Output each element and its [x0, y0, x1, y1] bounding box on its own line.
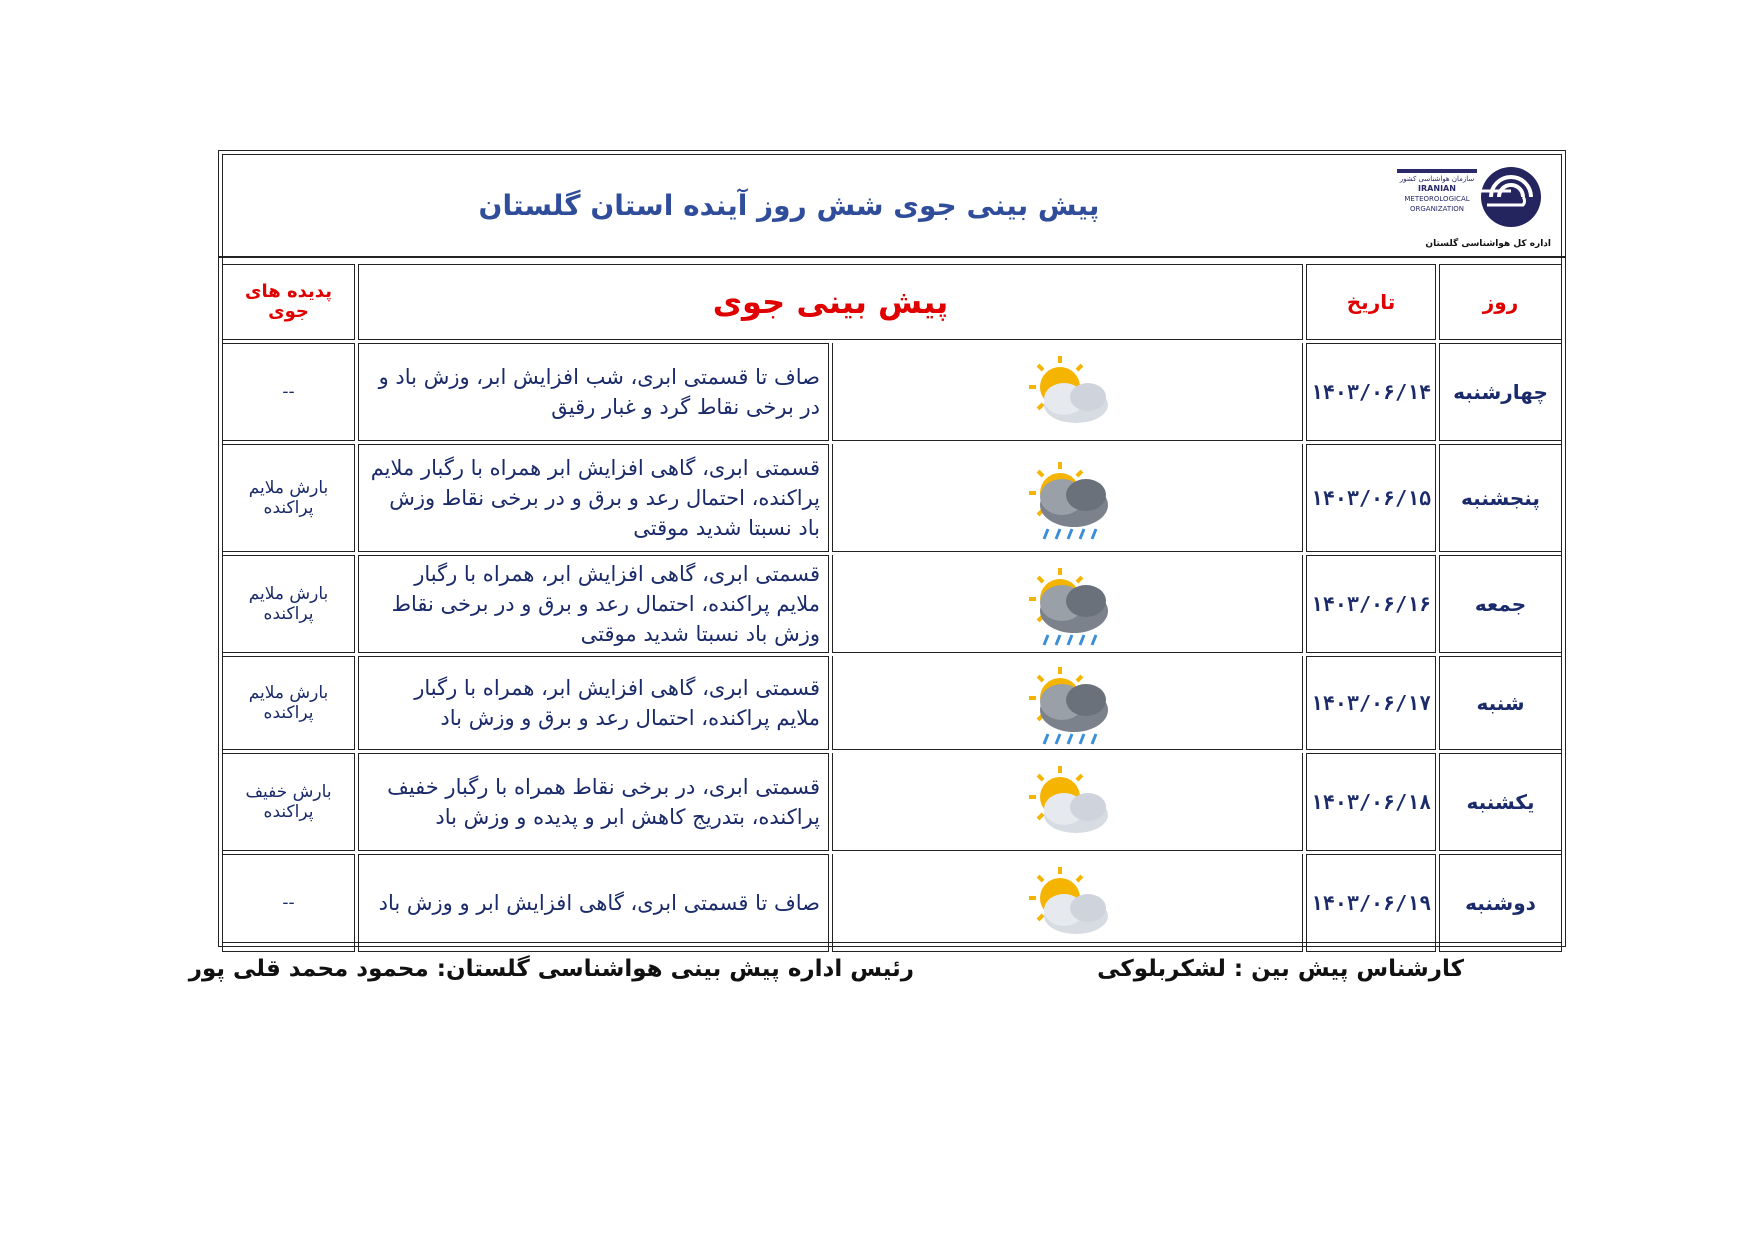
col-header-forecast: پیش بینی جوی — [358, 264, 1303, 340]
row-day: دوشنبه — [1439, 854, 1562, 952]
footer — [0, 956, 1754, 996]
logo-line-3: ORGANIZATION — [1409, 205, 1465, 213]
row-phenomena: بارش ملایم پراکنده — [222, 656, 355, 750]
forecast-rows — [222, 343, 1562, 952]
col-header-phenomena-line1: پدیده های — [245, 281, 332, 302]
table-row — [222, 753, 1562, 851]
table-header-row — [222, 264, 1562, 340]
row-icon-cell — [832, 444, 1303, 552]
row-icon-cell — [832, 656, 1303, 750]
row-day: چهارشنبه — [1439, 343, 1562, 441]
rain-cloud-icon — [1018, 455, 1118, 541]
table-row — [222, 854, 1562, 952]
col-header-phenomena — [222, 264, 355, 340]
row-icon-cell — [832, 854, 1303, 952]
row-description: قسمتی ابری، گاهی افزایش ابر، همراه با رگبار ملایم پراکنده، احتمال رعد و برق و در برخی نقاط وزش باد نسبتا شدید موقتی — [358, 555, 829, 653]
table-row — [222, 656, 1562, 750]
forecast-table — [219, 261, 1565, 955]
rain-cloud-icon — [1018, 660, 1118, 746]
row-date: ۱۴۰۳/۰۶/۱۶ — [1306, 555, 1436, 653]
rain-cloud-icon — [1018, 561, 1118, 647]
meteorological-logo-icon — [1391, 163, 1551, 233]
table-row — [222, 444, 1562, 552]
table-row — [222, 343, 1562, 441]
row-icon-cell — [832, 555, 1303, 653]
row-date: ۱۴۰۳/۰۶/۱۵ — [1306, 444, 1436, 552]
row-day: جمعه — [1439, 555, 1562, 653]
row-description: صاف تا قسمتی ابری، گاهی افزایش ابر و وزش باد — [358, 854, 829, 952]
sun-cloud-icon — [1018, 860, 1118, 946]
row-description: قسمتی ابری، گاهی افزایش ابر همراه با رگبار ملایم پراکنده، احتمال رعد و برق و در برخی نقاط وزش باد نسبتا شدید موقتی — [358, 444, 829, 552]
row-icon-cell — [832, 753, 1303, 851]
row-phenomena: -- — [222, 343, 355, 441]
sheet-header — [219, 151, 1565, 258]
row-date: ۱۴۰۳/۰۶/۱۸ — [1306, 753, 1436, 851]
table-row — [222, 555, 1562, 653]
row-day: شنبه — [1439, 656, 1562, 750]
logo-line-0: سازمان هواشناسی کشور — [1399, 175, 1475, 183]
row-icon-cell — [832, 343, 1303, 441]
head-signature: رئیس اداره پیش بینی هواشناسی گلستان: محمود محمد قلی پور — [188, 956, 914, 982]
sun-cloud-icon — [1018, 759, 1118, 845]
row-phenomena: بارش ملایم پراکنده — [222, 555, 355, 653]
row-date: ۱۴۰۳/۰۶/۱۷ — [1306, 656, 1436, 750]
row-date: ۱۴۰۳/۰۶/۱۹ — [1306, 854, 1436, 952]
row-phenomena: بارش ملایم پراکنده — [222, 444, 355, 552]
row-phenomena: بارش خفیف پراکنده — [222, 753, 355, 851]
logo-line-1: IRANIAN — [1418, 184, 1456, 193]
row-description: صاف تا قسمتی ابری، شب افزایش ابر، وزش باد و در برخی نقاط گرد و غبار رقیق — [358, 343, 829, 441]
row-date: ۱۴۰۳/۰۶/۱۴ — [1306, 343, 1436, 441]
logo-line-2: METEOROLOGICAL — [1404, 195, 1470, 203]
page-title: پیش بینی جوی شش روز آینده استان گلستان — [478, 189, 1100, 222]
col-header-day: روز — [1439, 264, 1562, 340]
row-description: قسمتی ابری، در برخی نقاط همراه با رگبار خفیف پراکنده، بتدریج کاهش ابر و پدیده و وزش باد — [358, 753, 829, 851]
logo-caption: اداره کل هواشناسی گلستان — [1425, 239, 1551, 249]
forecaster-signature: کارشناس پیش بین : لشکربلوکی — [1097, 956, 1464, 982]
col-header-phenomena-line2: جوی — [268, 301, 309, 322]
forecast-sheet — [218, 150, 1566, 947]
row-description: قسمتی ابری، گاهی افزایش ابر، همراه با رگبار ملایم پراکنده، احتمال رعد و برق و وزش باد — [358, 656, 829, 750]
sun-cloud-icon — [1018, 349, 1118, 435]
row-phenomena: -- — [222, 854, 355, 952]
row-day: یکشنبه — [1439, 753, 1562, 851]
logo — [1391, 163, 1551, 249]
col-header-date: تاریخ — [1306, 264, 1436, 340]
row-day: پنجشنبه — [1439, 444, 1562, 552]
